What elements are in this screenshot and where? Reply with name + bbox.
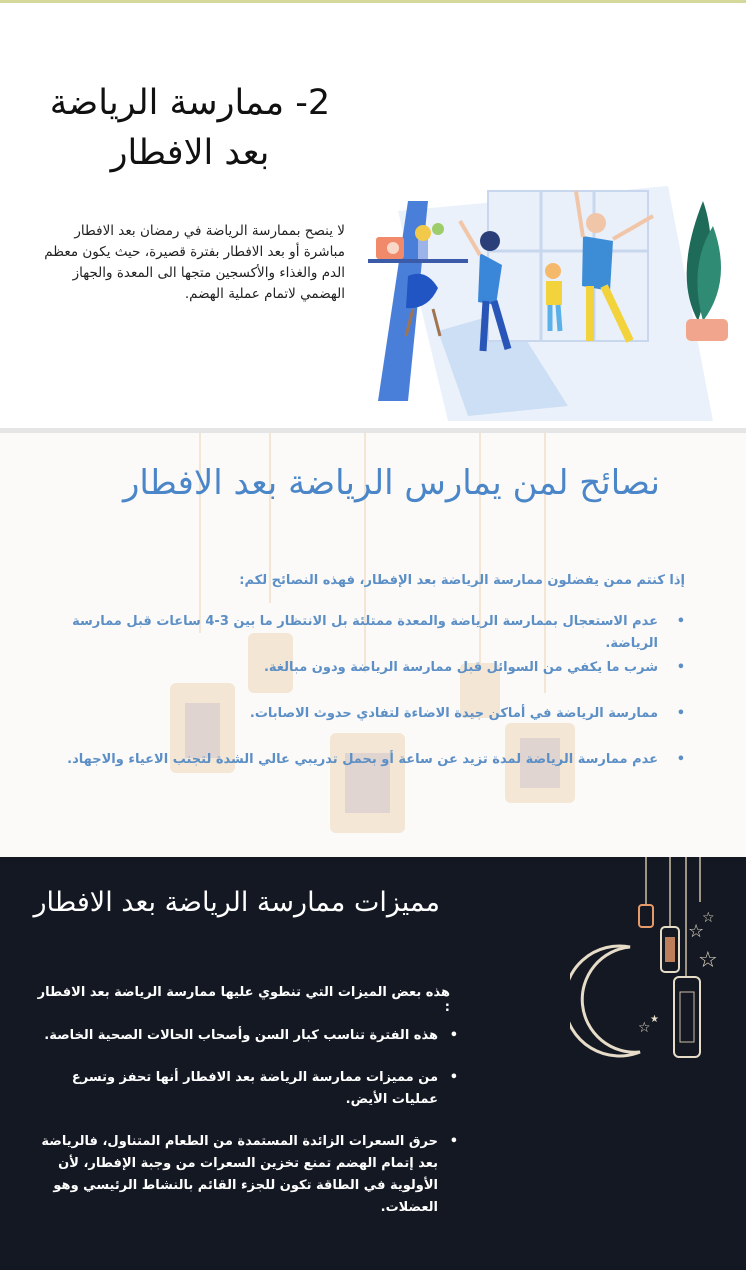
list-item	[30, 1131, 460, 1219]
section1-title-line2: بعد الافطار	[110, 133, 270, 173]
svg-text:★: ★	[650, 1014, 659, 1025]
benefits-list	[30, 1025, 460, 1239]
bullet-icon: •	[676, 706, 685, 721]
list-item-text: من مميزات ممارسة الرياضة بعد الافطار أنها تحفز وتسرع عمليات الأيض.	[71, 1070, 438, 1107]
bottom-margin	[0, 1270, 746, 1280]
svg-text:☆: ☆	[698, 948, 718, 973]
section1-title-line1: 2- ممارسة الرياضة	[49, 83, 331, 123]
list-item	[30, 657, 685, 703]
list-item-text: هذه الفترة تناسب كبار السن وأصحاب الحالات الصحية الخاصة.	[44, 1028, 438, 1043]
list-item	[30, 1067, 460, 1111]
section3-title: مميزات ممارسة الرياضة بعد الافطار	[33, 887, 440, 918]
bullet-icon: •	[449, 1028, 458, 1043]
section3-intro: هذه بعض الميزات التي تنطوي عليها ممارسة الرياضة بعد الافطار :	[37, 985, 450, 1015]
section-exercise-after-iftar	[0, 3, 746, 428]
bullet-icon: •	[676, 614, 685, 629]
bullet-icon: •	[676, 752, 685, 767]
section1-body-text: لا ينصح بممارسة الرياضة في رمضان بعد الافطار مباشرة أو بعد الافطار بفترة قصيرة، حيث يكون معظم الدم والغذاء والأكسجين متجها الى المعدة والجهاز الهضمي لاتمام عملية الهضم.	[44, 223, 345, 302]
svg-text:☆: ☆	[702, 910, 715, 926]
list-item	[30, 1025, 460, 1047]
list-item-text: ممارسة الرياضة في أماكن جيدة الاضاءة لتفادي حدوث الاصابات.	[249, 706, 658, 721]
section2-title: نصائح لمن يمارس الرياضة بعد الافطار	[122, 463, 660, 503]
section-tips	[0, 433, 746, 857]
list-item-text: عدم ممارسة الرياضة لمدة تزيد عن ساعة أو بحمل تدريبي عالي الشدة لتجنب الاعياء والاجهاد.	[67, 752, 658, 767]
list-item	[30, 749, 685, 795]
section2-intro: إذا كنتم ممن يفضلون ممارسة الرياضة بعد الإفطار، فهذه النصائح لكم:	[239, 573, 685, 588]
list-item	[30, 703, 685, 749]
bullet-icon: •	[676, 660, 685, 675]
tips-list	[30, 611, 685, 795]
list-item-text: شرب ما يكفي من السوائل قبل ممارسة الرياضة ودون مبالغة.	[263, 660, 658, 675]
bullet-icon: •	[449, 1070, 458, 1085]
section1-title	[40, 78, 340, 178]
section-benefits	[0, 857, 746, 1270]
list-item	[30, 611, 685, 657]
family-exercise-illustration	[368, 171, 738, 421]
list-item-text: عدم الاستعجال بممارسة الرياضة والمعدة ممتلئة بل الانتظار ما بين 3-4 ساعات قبل ممارسة الرياضة.	[72, 614, 658, 651]
bullet-icon: •	[449, 1134, 458, 1149]
crescent-moon-lanterns-decoration	[570, 857, 746, 1097]
svg-text:☆: ☆	[638, 1020, 651, 1036]
list-item-text: حرق السعرات الزائدة المستمدة من الطعام المتناول، فالرياضة بعد إتمام الهضم تمنع تخزين السعرات من وجبة الإفطار، لأن الأولوية في الطاقة تكون للجزء القائم بالنشاط الرئيسي وهو العضلات.	[41, 1134, 438, 1215]
svg-text:☆: ☆	[688, 921, 705, 942]
